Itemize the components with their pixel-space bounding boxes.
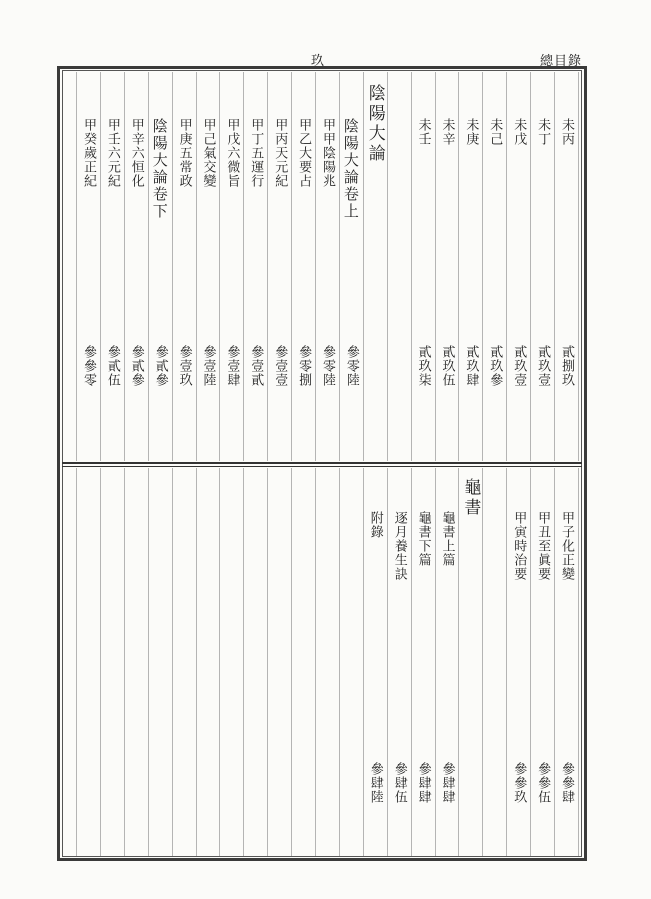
entry-title: 龜書上篇 xyxy=(439,511,455,567)
column-rule xyxy=(243,72,244,461)
entry-page: 參參伍 xyxy=(535,762,551,804)
entry-page: 參零捌 xyxy=(296,345,312,387)
entry-title: 甲寅時治要 xyxy=(511,511,527,581)
entry-title: 未戊 xyxy=(511,118,527,146)
entry-title: 未己 xyxy=(487,118,503,146)
column-rule xyxy=(196,468,197,856)
column-rule xyxy=(124,72,125,461)
section-heading: 龜書 xyxy=(460,478,481,518)
entry-page: 參壹陸 xyxy=(200,345,216,387)
column-rule xyxy=(100,72,101,461)
entry-title: 未辛 xyxy=(439,118,455,146)
entry-page: 參貳參 xyxy=(152,345,168,387)
entry-title: 甲癸歲正紀 xyxy=(81,118,96,188)
entry-title: 逐月養生訣 xyxy=(391,511,407,581)
column-rule xyxy=(315,468,316,856)
column-rule xyxy=(482,72,483,461)
page-number: 玖 xyxy=(311,54,326,69)
column-rule xyxy=(291,468,292,856)
entry-page: 參零陸 xyxy=(320,345,335,387)
column-rule xyxy=(172,468,173,856)
entry-title: 甲丑至眞要 xyxy=(535,511,551,581)
column-rule xyxy=(411,468,412,856)
column-rule xyxy=(339,468,340,856)
column-rule xyxy=(530,72,531,461)
entry-page: 參參玖 xyxy=(511,762,527,804)
entry-title: 甲乙大要占 xyxy=(296,118,312,188)
entry-page: 參貳伍 xyxy=(104,345,120,387)
column-rule xyxy=(458,72,459,461)
column-rule xyxy=(291,72,292,461)
entry-page: 貳玖伍 xyxy=(439,345,455,387)
column-rule xyxy=(578,72,579,461)
entry-title: 陰陽大論卷上 xyxy=(341,118,360,220)
entry-page: 參肆伍 xyxy=(391,762,407,804)
entry-title: 甲子化正變 xyxy=(559,511,574,581)
entry-title: 甲甲陰陽兆 xyxy=(320,118,335,188)
column-rule xyxy=(219,468,220,856)
column-rule xyxy=(339,72,340,461)
column-rule xyxy=(387,468,388,856)
column-rule xyxy=(506,72,507,461)
column-rule xyxy=(435,468,436,856)
entry-page: 參肆陸 xyxy=(367,762,383,804)
column-rule xyxy=(196,72,197,461)
column-rule xyxy=(554,72,555,461)
section-heading: 陰陽大論 xyxy=(364,84,385,164)
entry-page: 參肆肆 xyxy=(439,762,455,804)
section-title: 總目錄 xyxy=(540,54,583,69)
column-rule xyxy=(148,468,149,856)
column-rule xyxy=(411,72,412,461)
entry-title: 甲辛六恒化 xyxy=(128,118,144,188)
entry-title: 陰陽大論卷下 xyxy=(150,118,169,220)
column-rule xyxy=(530,468,531,856)
column-rule xyxy=(387,72,388,461)
entry-page: 參壹玖 xyxy=(176,345,192,387)
entry-page: 參參肆 xyxy=(559,762,574,804)
entry-title: 甲丁五運行 xyxy=(248,118,264,188)
column-rule xyxy=(267,72,268,461)
column-rule xyxy=(458,468,459,856)
entry-title: 龜書下篇 xyxy=(415,511,431,567)
entry-page: 貳捌玖 xyxy=(559,345,574,387)
entry-page: 參肆肆 xyxy=(415,762,431,804)
column-rule xyxy=(267,468,268,856)
entry-title: 未丙 xyxy=(559,118,574,146)
column-rule xyxy=(76,72,77,461)
column-rule xyxy=(219,72,220,461)
column-rule xyxy=(482,468,483,856)
entry-title: 甲丙天元紀 xyxy=(272,118,288,188)
entry-page: 參貳參 xyxy=(128,345,144,387)
entry-page: 貳玖壹 xyxy=(535,345,551,387)
entry-title: 甲戊六微旨 xyxy=(224,118,240,188)
entry-title: 未壬 xyxy=(415,118,431,146)
column-rule xyxy=(506,468,507,856)
column-rule xyxy=(363,72,364,461)
column-rule xyxy=(363,468,364,856)
column-rule xyxy=(100,468,101,856)
column-rule xyxy=(76,468,77,856)
panel-divider xyxy=(62,462,582,464)
entry-title: 未庚 xyxy=(463,118,479,146)
column-rule xyxy=(315,72,316,461)
column-rule xyxy=(124,468,125,856)
entry-page: 參參零 xyxy=(81,345,96,387)
entry-title: 甲壬六元紀 xyxy=(104,118,120,188)
entry-title: 甲己氣交變 xyxy=(200,118,216,188)
column-rule xyxy=(554,468,555,856)
entry-page: 參零陸 xyxy=(343,345,359,387)
entry-page: 貳玖肆 xyxy=(463,345,479,387)
column-rule xyxy=(148,72,149,461)
column-rule xyxy=(243,468,244,856)
entry-title: 附錄 xyxy=(367,511,383,539)
column-rule xyxy=(578,468,579,856)
entry-page: 參壹壹 xyxy=(272,345,288,387)
panel-divider-thin xyxy=(62,466,582,467)
column-rule xyxy=(172,72,173,461)
entry-title: 未丁 xyxy=(535,118,551,146)
entry-title: 甲庚五常政 xyxy=(176,118,192,188)
entry-page: 貳玖參 xyxy=(487,345,503,387)
entry-page: 參壹貳 xyxy=(248,345,264,387)
entry-page: 貳玖壹 xyxy=(511,345,527,387)
entry-page: 貳玖柒 xyxy=(415,345,431,387)
entry-page: 參壹肆 xyxy=(224,345,240,387)
column-rule xyxy=(435,72,436,461)
